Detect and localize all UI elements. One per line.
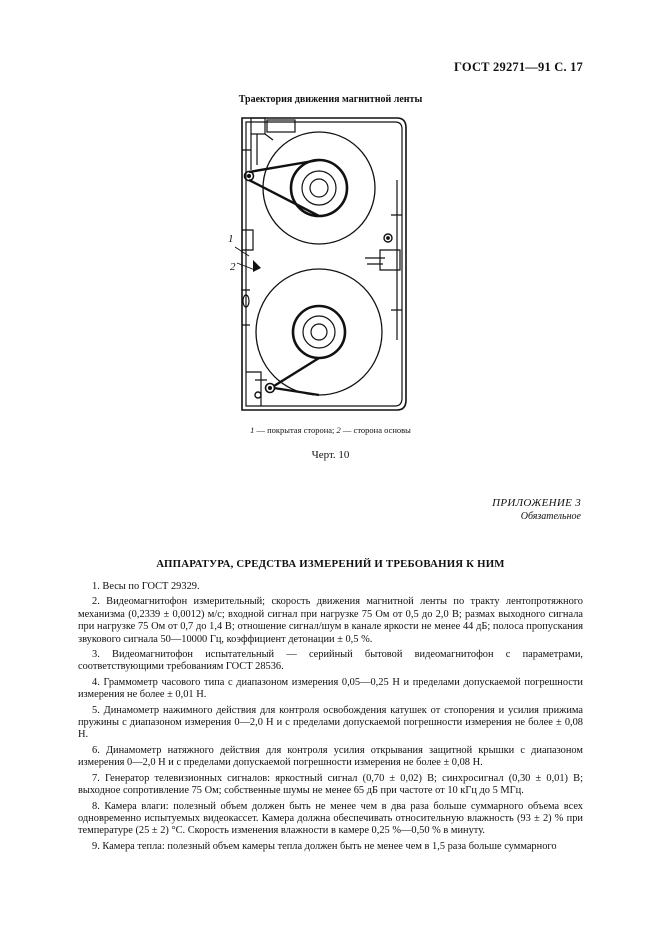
cassette-tape-path-figure bbox=[215, 110, 415, 420]
caption-1-num: 1 bbox=[250, 425, 255, 435]
page-header: ГОСТ 29271—91 С. 17 bbox=[454, 60, 583, 74]
figure-label-1: 1 bbox=[228, 233, 234, 245]
figure-label-2: 2 bbox=[230, 261, 236, 273]
cassette-drawing bbox=[215, 110, 415, 420]
section-title: АППАРАТУРА, СРЕДСТВА ИЗМЕРЕНИЙ И ТРЕБОВАНИЯ К НИМ bbox=[156, 558, 505, 570]
appendix-block bbox=[492, 496, 581, 524]
figure-number: Черт. 10 bbox=[311, 449, 350, 461]
figure-caption bbox=[0, 425, 661, 435]
paragraph: 5. Динамометр нажимного действия для контроля освобождения катушек от стопорения и усилия прижима пружины с диапазоном измерения 0—2,0 Н и с пределами допускаемой погрешности измерения не более ± 0,08 Н. bbox=[78, 704, 583, 741]
paragraph: 2. Видеомагнитофон измерительный; скорость движения магнитной ленты по тракту лентопротяжного механизма (0,2339 ± 0,0012) м/с; входной сигнал при нагрузке 75 Ом от 0,5 до 2,0 В; размах выходного сигнала при нагрузке 75 Ом от 0,7 до 1,4 В; отношение сигнал/шум в канале яркости не менее 44 дБ; полоса пропускания звукового сигнала 50—10000 Гц, коэффициент детонации ± 0,5 %. bbox=[78, 596, 583, 645]
paragraph: 6. Динамометр натяжного действия для контроля усилия открывания защитной крышки с диапазоном измерения 0—2,0 Н и с пределами допускаемой погрешности измерения не более ± 0,08 Н. bbox=[78, 744, 583, 769]
document-body bbox=[78, 581, 583, 856]
paragraph: 8. Камера влаги: полезный объем должен быть не менее чем в два раза больше суммарного объема всех одновременно испытуемых видеокассет. Камера должна обеспечивать относительную влажность (93 ± 2) % при температуре (25 ± 2) °С. Скорость изменения влажности в камере 0,25 %—0,50 % в минуту. bbox=[78, 800, 583, 837]
paragraph: 1. Весы по ГОСТ 29329. bbox=[92, 581, 200, 592]
appendix-number: ПРИЛОЖЕНИЕ 3 bbox=[492, 497, 581, 509]
figure-title: Траектория движения магнитной ленты bbox=[238, 94, 423, 105]
caption-2-text: — сторона основы bbox=[340, 425, 411, 435]
paragraph: 3. Видеомагнитофон испытательный — серийный бытовой видеомагнитофон с параметрами, соответствующими требованиям ГОСТ 28536. bbox=[78, 649, 583, 673]
paragraph: 4. Граммометр часового типа с диапазоном измерения 0,05—0,25 Н и пределами допускаемой погрешности измерения не более ± 0,01 Н. bbox=[78, 676, 583, 701]
paragraph: 9. Камера тепла: полезный объем камеры тепла должен быть не менее чем в 1,5 раза больше суммарного bbox=[92, 840, 557, 852]
caption-1-text: — покрытая сторона; bbox=[254, 425, 337, 435]
appendix-status: Обязательное bbox=[520, 511, 581, 522]
paragraph: 7. Генератор телевизионных сигналов: яркостный сигнал (0,70 ± 0,02) В; синхросигнал (0,30 ± 0,01) В; выходное сопротивление 75 Ом; собственные шумы не менее 65 дБ при частоте от 10 кГц до 5 МГц. bbox=[78, 772, 583, 797]
caption-2-num: 2 bbox=[336, 425, 341, 435]
